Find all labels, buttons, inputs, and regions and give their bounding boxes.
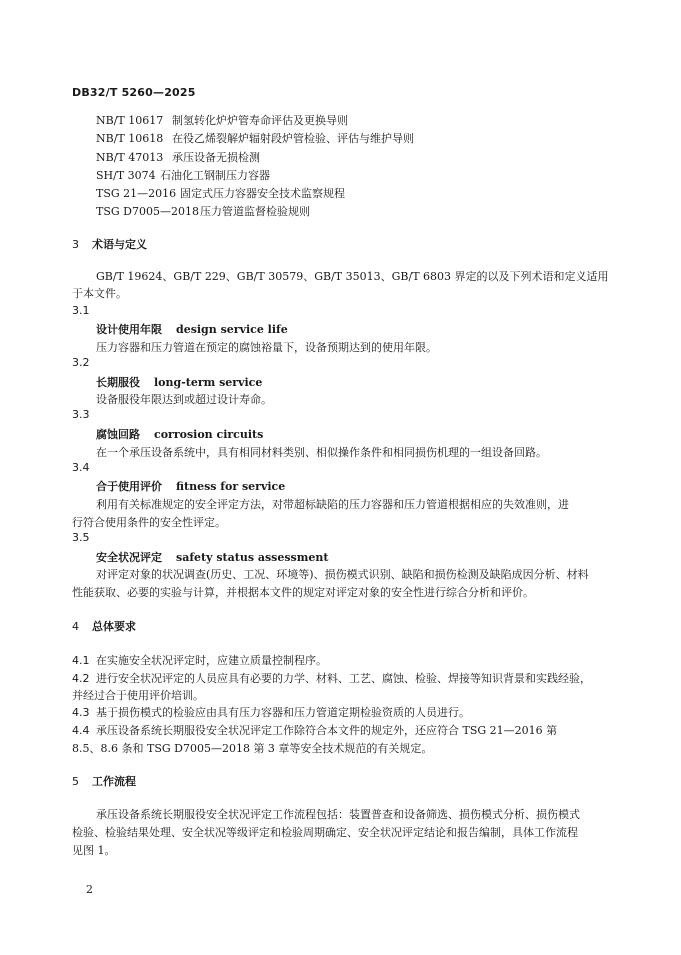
reference-title: 在役乙烯裂解炉辐射段炉管检验、评估与维护导则 <box>172 132 414 145</box>
section-title: 术语与定义 <box>92 238 147 251</box>
reference-code: NB/T 10618 <box>96 132 164 145</box>
term-english: corrosion circuits <box>154 428 264 441</box>
section-title: 工作流程 <box>92 775 136 788</box>
term-title <box>96 426 263 442</box>
term-title <box>96 374 262 390</box>
term-definition: 在一个承压设备系统中，具有相同材料类别、相似操作条件和相同损伤机理的一组设备回路。 <box>96 446 547 459</box>
reference-item <box>96 149 260 165</box>
paragraph-line: 见图 1。 <box>72 844 116 857</box>
reference-title: 制氢转化炉炉管寿命评估及更换导则 <box>172 114 348 127</box>
section-number: 3 <box>72 238 79 251</box>
term-definition: 对评定对象的状况调查(历史、工况、环境等)、损伤模式识别、缺陷和损伤检测及缺陷成因分析、材料 <box>96 568 589 581</box>
term-number: 3.5 <box>72 531 90 544</box>
reference-title: 压力管道监督检验规则 <box>200 205 310 218</box>
reference-code: NB/T 10617 <box>96 114 164 127</box>
paragraph-line: 承压设备系统长期服役安全状况评定工作流程包括：装置普查和设备筛选、损伤模式分析、损伤模式 <box>96 808 580 821</box>
term-number: 3.1 <box>72 304 90 317</box>
reference-item <box>96 203 310 219</box>
term-chinese: 设计使用年限 <box>96 323 162 336</box>
term-definition: 利用有关标准规定的安全评定方法，对带超标缺陷的压力容器和压力管道根据相应的失效准则，进 <box>96 498 569 511</box>
requirement-number: 4.4 <box>72 724 90 737</box>
paragraph-line: GB/T 19624、GB/T 229、GB/T 30579、GB/T 35013、GB/T 6803 界定的以及下列术语和定义适用 <box>96 270 609 283</box>
requirement-item <box>72 704 470 720</box>
requirement-text: 承压设备系统长期服役安全状况评定工作除符合本文件的规定外，还应符合 TSG 21—2016 第 <box>96 724 558 737</box>
requirement-text: 并经过合于使用评价培训。 <box>72 689 204 702</box>
reference-title: 承压设备无损检测 <box>172 151 260 164</box>
term-number: 3.2 <box>72 356 90 369</box>
section-title: 总体要求 <box>92 620 136 633</box>
reference-code: SH/T 3074 <box>96 169 156 182</box>
section-heading <box>72 618 136 634</box>
term-english: design service life <box>176 323 288 336</box>
section-number: 5 <box>72 775 79 788</box>
document-code: DB32/T 5260—2025 <box>72 86 196 99</box>
section-heading <box>72 773 136 789</box>
term-definition: 压力容器和压力管道在预定的腐蚀裕量下，设备预期达到的使用年限。 <box>96 341 437 354</box>
requirement-item <box>72 722 557 738</box>
reference-item <box>96 112 348 128</box>
requirement-number: 4.1 <box>72 654 90 667</box>
term-english: safety status assessment <box>176 551 329 564</box>
reference-title: 石油化工钢制压力容器 <box>160 169 270 182</box>
requirement-number: 4.2 <box>72 672 90 685</box>
page-number: 2 <box>86 883 93 896</box>
reference-item <box>96 185 345 201</box>
paragraph-line: 于本文件。 <box>72 287 127 300</box>
term-definition: 设备服役年限达到或超过设计寿命。 <box>96 393 272 406</box>
paragraph-line: 检验、检验结果处理、安全状况等级评定和检验周期确定、安全状况评定结论和报告编制，具体工作流程 <box>72 826 578 839</box>
requirement-text: 进行安全状况评定的人员应具有必要的力学、材料、工艺、腐蚀、检验、焊接等知识背景和实践经验， <box>96 672 591 685</box>
requirement-text: 基于损伤模式的检验应由具有压力容器和压力管道定期检验资质的人员进行。 <box>96 706 470 719</box>
term-chinese: 腐蚀回路 <box>96 428 140 441</box>
reference-title: 固定式压力容器安全技术监察规程 <box>180 187 345 200</box>
term-english: fitness for service <box>176 480 286 493</box>
requirement-text: 在实施安全状况评定时，应建立质量控制程序。 <box>96 654 327 667</box>
term-title <box>96 321 288 337</box>
term-number: 3.4 <box>72 461 90 474</box>
requirement-item <box>72 652 327 668</box>
section-number: 4 <box>72 620 79 633</box>
section-heading <box>72 236 147 252</box>
reference-code: NB/T 47013 <box>96 151 164 164</box>
term-chinese: 安全状况评定 <box>96 551 162 564</box>
term-english: long-term service <box>154 376 263 389</box>
reference-code: TSG D7005—2018 <box>96 205 199 218</box>
term-chinese: 长期服役 <box>96 376 140 389</box>
term-definition: 性能获取、必要的实验与计算，并根据本文件的规定对评定对象的安全性进行综合分析和评价。 <box>72 586 534 599</box>
requirement-number: 4.3 <box>72 706 90 719</box>
term-title <box>96 478 285 494</box>
term-title <box>96 549 328 565</box>
reference-code: TSG 21—2016 <box>96 187 177 200</box>
requirement-item <box>72 670 591 686</box>
term-definition: 行符合使用条件的安全性评定。 <box>72 516 226 529</box>
term-chinese: 合于使用评价 <box>96 480 162 493</box>
reference-item <box>96 167 270 183</box>
reference-item <box>96 130 414 146</box>
term-number: 3.3 <box>72 408 90 421</box>
requirement-text: 8.5、8.6 条和 TSG D7005—2018 第 3 章等安全技术规范的有关规定。 <box>72 742 433 755</box>
